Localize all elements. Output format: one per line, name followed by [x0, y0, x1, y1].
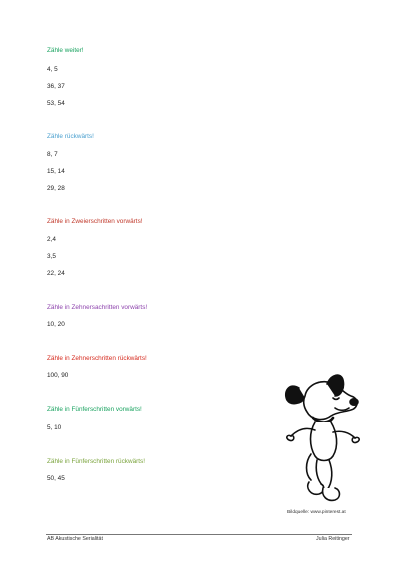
section-heading: Zähle rückwärts!	[47, 133, 94, 140]
section-heading: Zähle in Fünferschritten vorwärts!	[47, 406, 142, 413]
exercise-item: 50, 45	[47, 475, 65, 482]
exercise-item: 3,5	[47, 253, 56, 260]
snoopy-dancing-illustration	[275, 370, 365, 510]
exercise-item: 36, 37	[47, 83, 65, 90]
image-caption: Bildquelle: www.pinterest.at	[287, 510, 346, 515]
exercise-item: 15, 14	[47, 168, 65, 175]
footer-divider	[46, 534, 352, 535]
exercise-item: 8, 7	[47, 151, 58, 158]
exercise-item: 4, 5	[47, 66, 58, 73]
exercise-item: 5, 10	[47, 424, 62, 431]
exercise-item: 100, 90	[47, 372, 69, 379]
exercise-item: 2,4	[47, 236, 56, 243]
exercise-item: 22, 24	[47, 270, 65, 277]
exercise-item: 10, 20	[47, 321, 65, 328]
exercise-item: 53, 54	[47, 100, 65, 107]
section-heading: Zähle in Zehnerschritten rückwärts!	[47, 355, 147, 362]
exercise-item: 29, 28	[47, 185, 65, 192]
footer-left: AB Akustische Serialität	[47, 536, 103, 542]
section-heading: Zähle in Zehnersachritten vorwärts!	[47, 304, 148, 311]
section-heading: Zähle in Zweierschritten vorwärts!	[47, 218, 143, 225]
footer-right: Julia Reitinger	[316, 536, 350, 542]
section-heading: Zähle in Fünferschritten rückwärts!	[47, 458, 146, 465]
section-heading: Zähle weiter!	[47, 47, 84, 54]
